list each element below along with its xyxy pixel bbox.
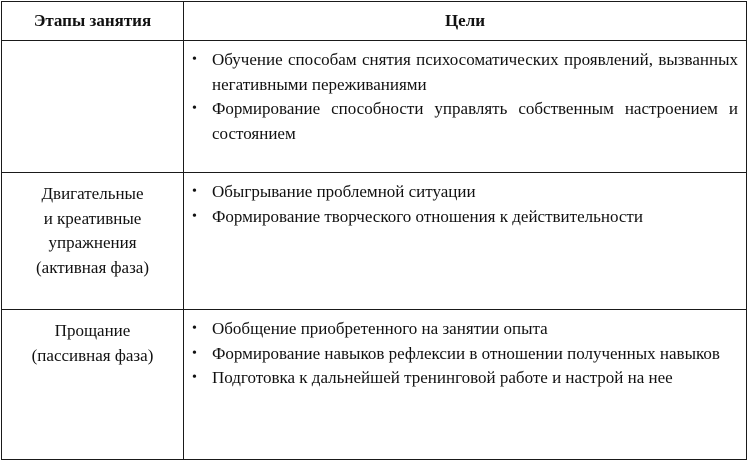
stage-line: (пассивная фаза) xyxy=(31,345,154,365)
goal-text: Формирование навыков рефлексии в отношении полученных навыков xyxy=(212,343,720,363)
stage-line: упражнения xyxy=(48,233,137,252)
goal-text: Подготовка к дальнейшей тренинговой работе и настрой на нее xyxy=(212,368,673,387)
bullet-icon: • xyxy=(192,321,197,336)
list-item xyxy=(190,342,738,367)
list-item xyxy=(190,205,738,230)
bullet-icon: • xyxy=(192,370,197,385)
list-item xyxy=(190,317,738,342)
goal-text: Обучение способам снятия психосоматических проявлений, вызванных негативными переживаниями xyxy=(212,50,738,94)
goal-text: Формирование творческого отношения к действительности xyxy=(212,206,643,226)
header-stages: Этапы занятия xyxy=(2,2,184,41)
goals-cell xyxy=(184,173,747,310)
bullet-icon: • xyxy=(192,208,197,224)
stage-line: Двигательные xyxy=(41,184,144,203)
table-row xyxy=(2,310,747,460)
header-goals: Цели xyxy=(184,2,747,41)
goals-table xyxy=(1,1,747,460)
list-item xyxy=(190,366,738,391)
goals-cell xyxy=(184,41,747,173)
bullet-icon: • xyxy=(192,52,197,67)
list-item xyxy=(190,97,738,146)
stage-line: и креативные xyxy=(43,208,142,228)
header-row xyxy=(2,2,747,41)
goal-text: Обобщение приобретенного на занятии опыта xyxy=(212,319,548,338)
goals-cell xyxy=(184,310,747,460)
stage-line: Прощание xyxy=(54,321,131,340)
goal-text: Обыгрывание проблемной ситуации xyxy=(212,182,476,201)
goal-text: Формирование способности управлять собственным настроением и состоянием xyxy=(212,99,738,143)
list-item xyxy=(190,48,738,97)
stage-cell xyxy=(2,173,184,310)
stage-cell xyxy=(2,310,184,460)
bullet-icon: • xyxy=(192,101,197,116)
table-row xyxy=(2,173,747,310)
goals-list xyxy=(190,317,738,391)
list-item xyxy=(190,180,738,205)
stage-line: (активная фаза) xyxy=(36,257,149,277)
bullet-icon: • xyxy=(192,345,197,361)
goals-list xyxy=(190,48,738,146)
stage-cell xyxy=(2,41,184,173)
bullet-icon: • xyxy=(192,184,197,199)
goals-list xyxy=(190,180,738,229)
table-row xyxy=(2,41,747,173)
